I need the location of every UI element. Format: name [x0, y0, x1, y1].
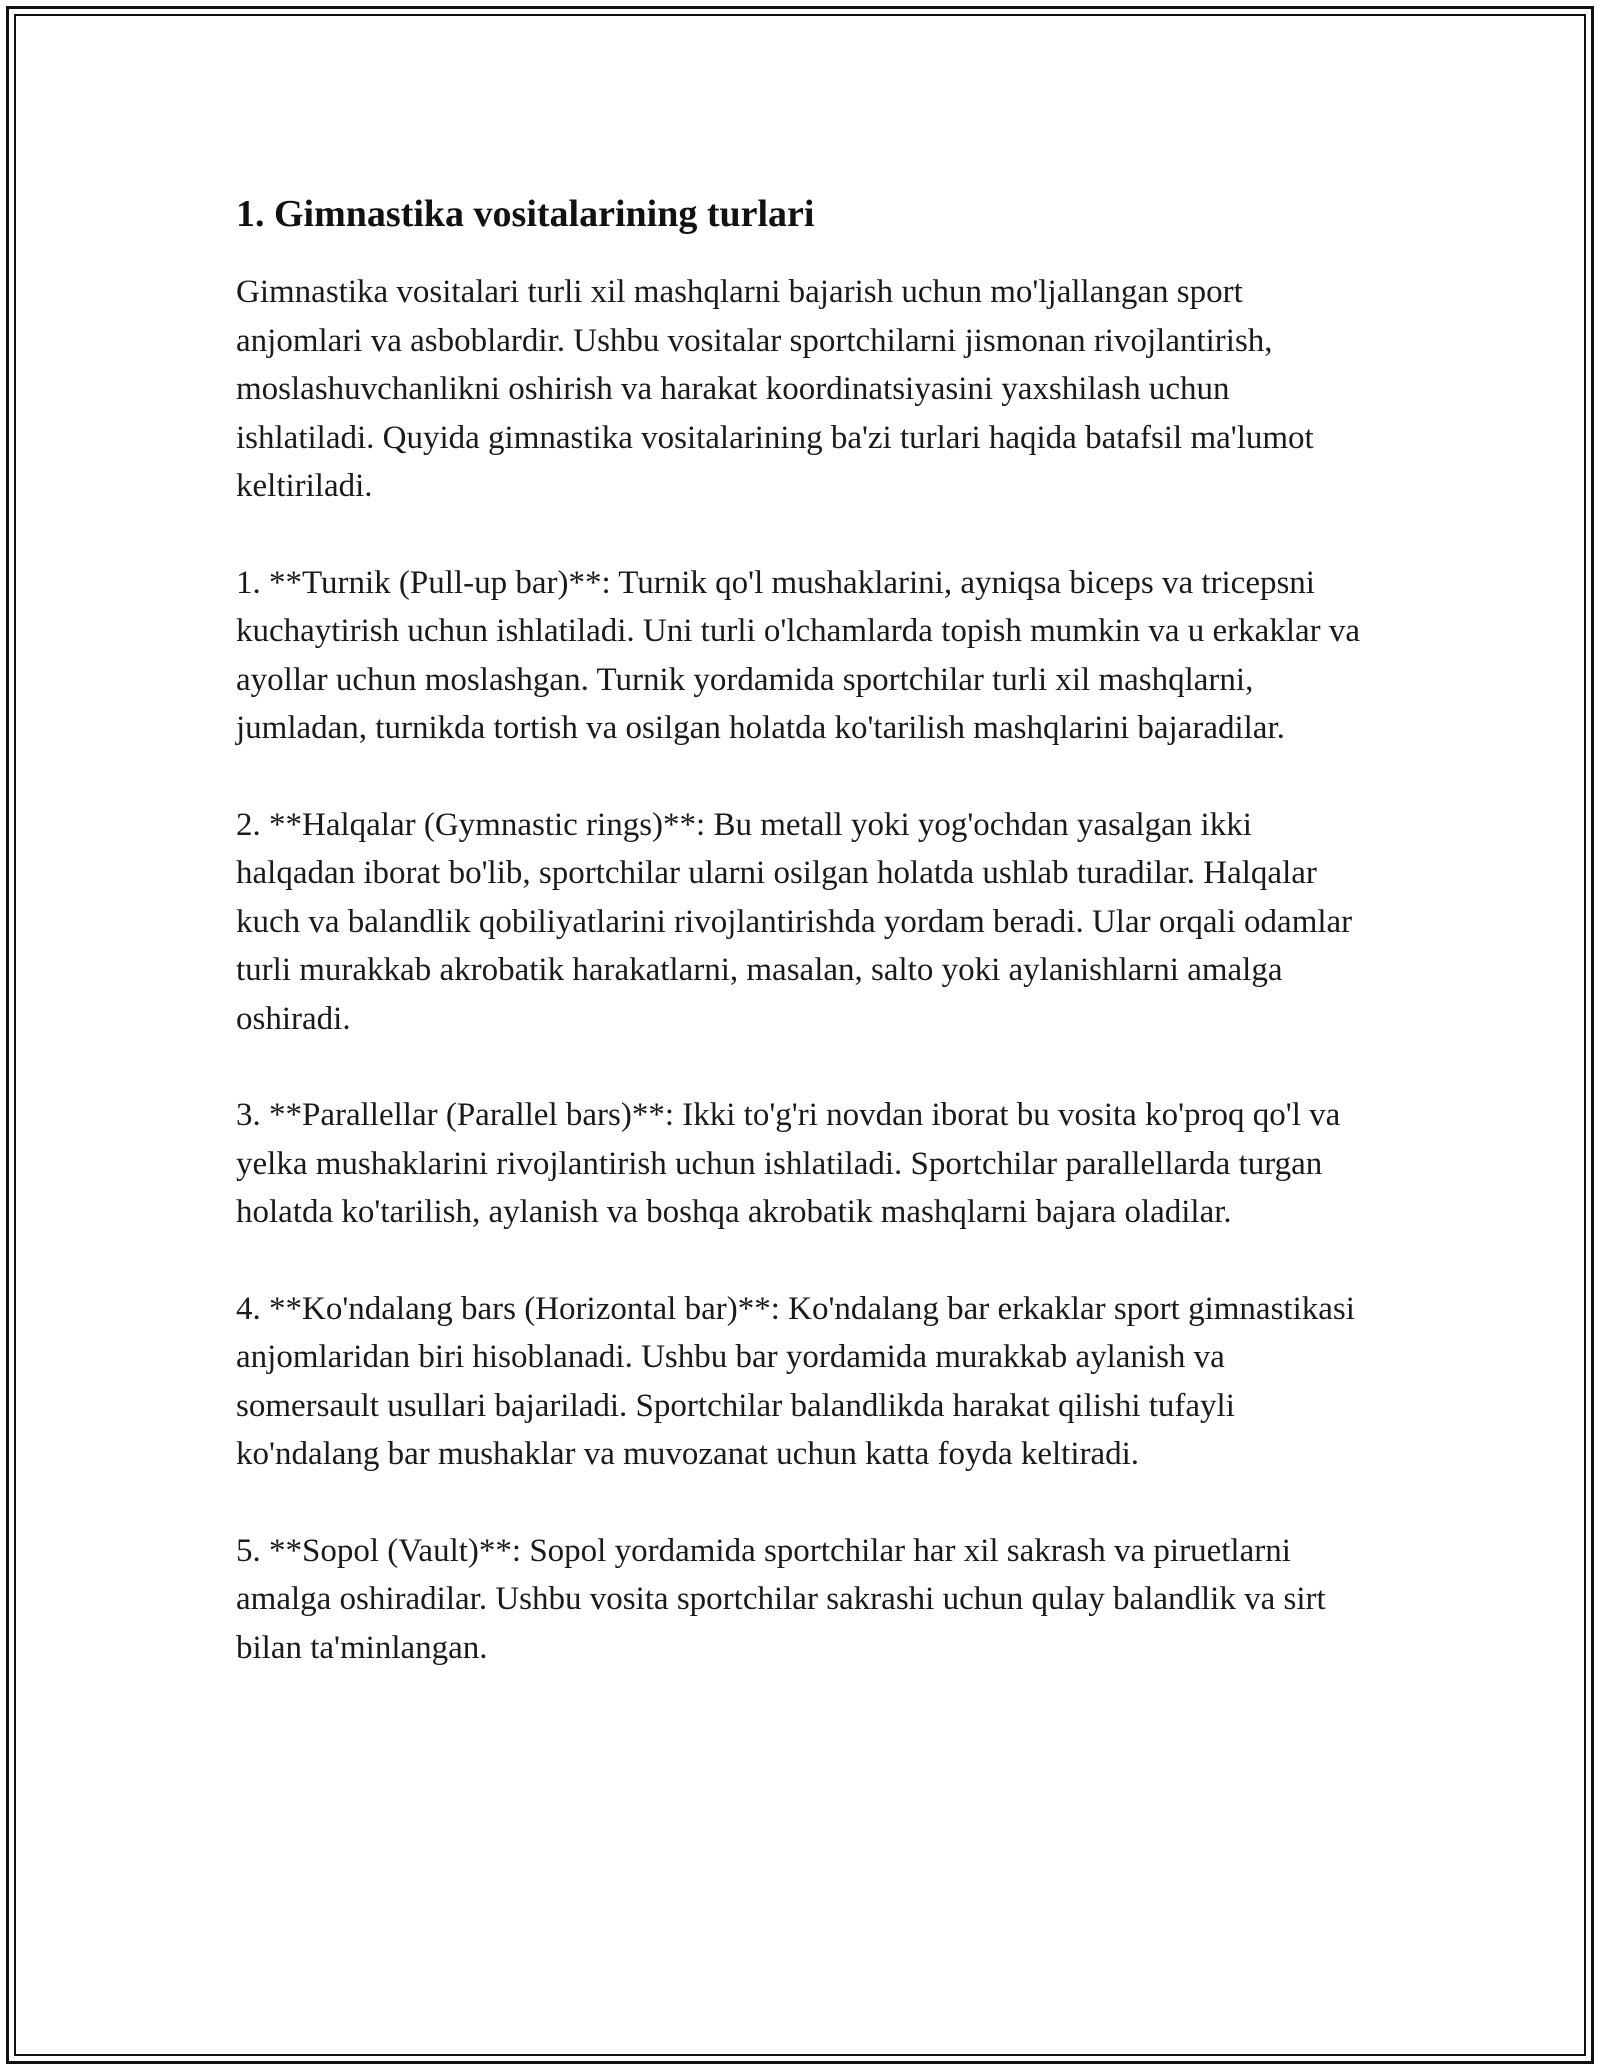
- paragraph-halqalar: 2. **Halqalar (Gymnastic rings)**: Bu metall yoki yog'ochdan yasalgan ikki halqadan iborat bo'lib, sportchilar ularni osilgan holatda ushlab turadilar. Halqalar kuch va balandlik qobiliyatlarini rivojlantirishda yordam beradi. Ular orqali odamlar turli murakkab akrobatik harakatlarni, masalan, salto yoki aylanishlarni amalga oshiradi.: [236, 806, 1353, 1037]
- paragraph-sopol: 5. **Sopol (Vault)**: Sopol yordamida sportchilar har xil sakrash va piruetlarni amalga oshiradilar. Ushbu vosita sportchilar sakrashi uchun qulay balandlik va sirt bilan ta'minlangan.: [236, 1532, 1326, 1666]
- page-title: 1. Gimnastika vositalarining turlari: [236, 193, 815, 235]
- intro-paragraph: Gimnastika vositalari turli xil mashqlarni bajarish uchun mo'ljallangan sport anjomlari va asboblardir. Ushbu vositalar sportchilarni jismonan rivojlantirish, moslashuvchanlikni oshirish va harakat koordinatsiyasini yaxshilash uchun ishlatiladi. Quyida gimnastika vositalarining ba'zi turlari haqida batafsil ma'lumot keltiriladi.: [236, 274, 1314, 504]
- document-body: [236, 186, 1376, 1720]
- paragraph-turnik: 1. **Turnik (Pull-up bar)**: Turnik qo'l mushaklarini, ayniqsa biceps va tricepsni kuchaytirish uchun ishlatiladi. Uni turli o'lchamlarda topish mumkin va u erkaklar va ayollar uchun moslashgan. Turnik yordamida sportchilar turli xil mashqlarni, jumladan, turnikda tortish va osilgan holatda ko'tarilish mashqlarini bajaradilar.: [236, 564, 1361, 746]
- paragraph-kondalang-bars: 4. **Ko'ndalang bars (Horizontal bar)**: Ko'ndalang bar erkaklar sport gimnastikasi anjomlaridan biri hisoblanadi. Ushbu bar yordamida murakkab aylanish va somersault usullari bajariladi. Sportchilar balandlikda harakat qilishi tufayli ko'ndalang bar mushaklar va muvozanat uchun katta foyda keltiradi.: [236, 1290, 1355, 1472]
- paragraph-parallellar: 3. **Parallellar (Parallel bars)**: Ikki to'g'ri novdan iborat bu vosita ko'proq qo'l va yelka mushaklarini rivojlantirish uchun ishlatiladi. Sportchilar parallellarda turgan holatda ko'tarilish, aylanish va boshqa akrobatik mashqlarni bajara oladilar.: [236, 1097, 1341, 1230]
